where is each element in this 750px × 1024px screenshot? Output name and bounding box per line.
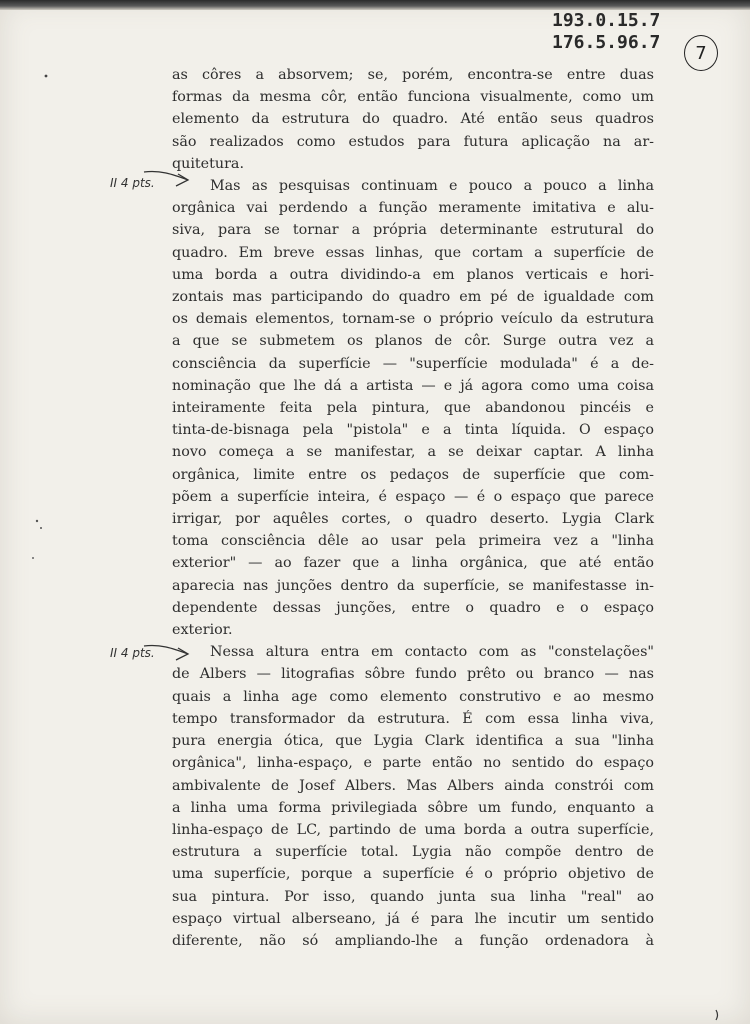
text-line: zontais mas participando do quadro em pé de igualdade com: [172, 289, 654, 306]
text-line: novo começa a se manifestar, a se deixar captar. A linha: [172, 444, 654, 461]
archive-reference-2: 176.5.96.7: [552, 32, 661, 53]
paragraph-start: Nessa altura entra em contacto com as "constelações": [210, 644, 654, 661]
text-line: diferente, não só ampliando-lhe a função ordenadora à: [172, 932, 654, 949]
text-line: siva, para se tornar a própria determinante estrutural do: [172, 222, 654, 239]
text-line: exterior.: [172, 622, 233, 639]
text-line: inteiramente feita pela pintura, que abandonou pincéis e: [172, 400, 654, 417]
text-line: quadro. Em breve essas linhas, que cortam a superfície de: [172, 244, 654, 261]
text-line: orgânica, limite entre os pedaços de superfície que com-: [172, 466, 654, 483]
text-line: uma borda a outra dividindo-a em planos verticais e hori-: [172, 266, 654, 283]
text-line: toma consciência dêle ao usar pela primeira vez a "linha: [172, 533, 654, 550]
text-line: estrutura a superfície total. Lygia não compõe dentro de: [172, 844, 654, 861]
text-line: consciência da superfície — "superfície modulada" é a de-: [172, 355, 654, 372]
text-line: sua pintura. Por isso, quando junta sua linha "real" ao: [172, 888, 654, 905]
text-line: tempo transformador da estrutura. É com essa linha viva,: [172, 710, 654, 727]
text-line: a que se submetem os planos de côr. Surge outra vez a: [172, 333, 654, 350]
text-line: põem a superfície inteira, é espaço — é o espaço que parece: [172, 488, 654, 505]
margin-note-1: II 4 pts.: [110, 176, 155, 190]
text-line: elemento da estrutura do quadro. Até então seus quadros: [172, 111, 654, 128]
text-line: exterior" — ao fazer que a linha orgânica, que até então: [172, 555, 654, 572]
text-line: irrigar, por aquêles cortes, o quadro deserto. Lygia Clark: [172, 511, 654, 528]
text-line: de Albers — litografias sôbre fundo prêto ou branco — nas: [172, 666, 654, 683]
text-line: os demais elementos, tornam-se o próprio veículo da estrutura: [172, 311, 654, 328]
text-line: pura energia ótica, que Lygia Clark identifica a sua "linha: [172, 733, 654, 750]
text-line: as côres a absorvem; se, porém, encontra-se entre duas: [172, 67, 654, 83]
page-number-circled: 7: [684, 35, 718, 71]
text-line: espaço virtual alberseano, já é para lhe incutir um sentido: [172, 910, 654, 927]
archive-reference-1: 193.0.15.7: [552, 10, 661, 31]
text-line: ambivalente de Josef Albers. Mas Albers ainda constrói com: [172, 777, 654, 794]
paragraph-start: Mas as pesquisas continuam e pouco a pouco a linha: [210, 178, 654, 195]
text-line: orgânica vai perdendo a função meramente imitativa e alu-: [172, 200, 654, 217]
text-line: orgânica", linha-espaço, e parte então no sentido do espaço: [172, 755, 654, 772]
text-line: linha-espaço de LC, partindo de uma borda a outra superfície,: [172, 821, 654, 838]
body-text: [172, 64, 654, 952]
text-line: aparecia nas junções dentro da superfície, se manifestasse in-: [172, 577, 654, 594]
text-line: dependente dessas junções, entre o quadro e o espaço: [172, 599, 654, 616]
text-line: tinta-de-bisnaga pela "pistola" e a tinta líquida. O espaço: [172, 422, 654, 439]
text-line: quais a linha age como elemento construtivo e ao mesmo: [172, 688, 654, 705]
text-line: nominação que lhe dá a artista — e já agora como uma coisa: [172, 377, 654, 394]
text-line: uma superfície, porque a superfície é o próprio objetivo de: [172, 866, 654, 883]
text-line: a linha uma forma privilegiada sôbre um fundo, enquanto a: [172, 799, 654, 816]
text-line: são realizados como estudos para futura aplicação na ar-: [172, 133, 654, 150]
text-line: quitetura.: [172, 155, 244, 172]
margin-note-2: II 4 pts.: [110, 646, 155, 660]
text-line: formas da mesma côr, então funciona visualmente, como um: [172, 89, 654, 106]
